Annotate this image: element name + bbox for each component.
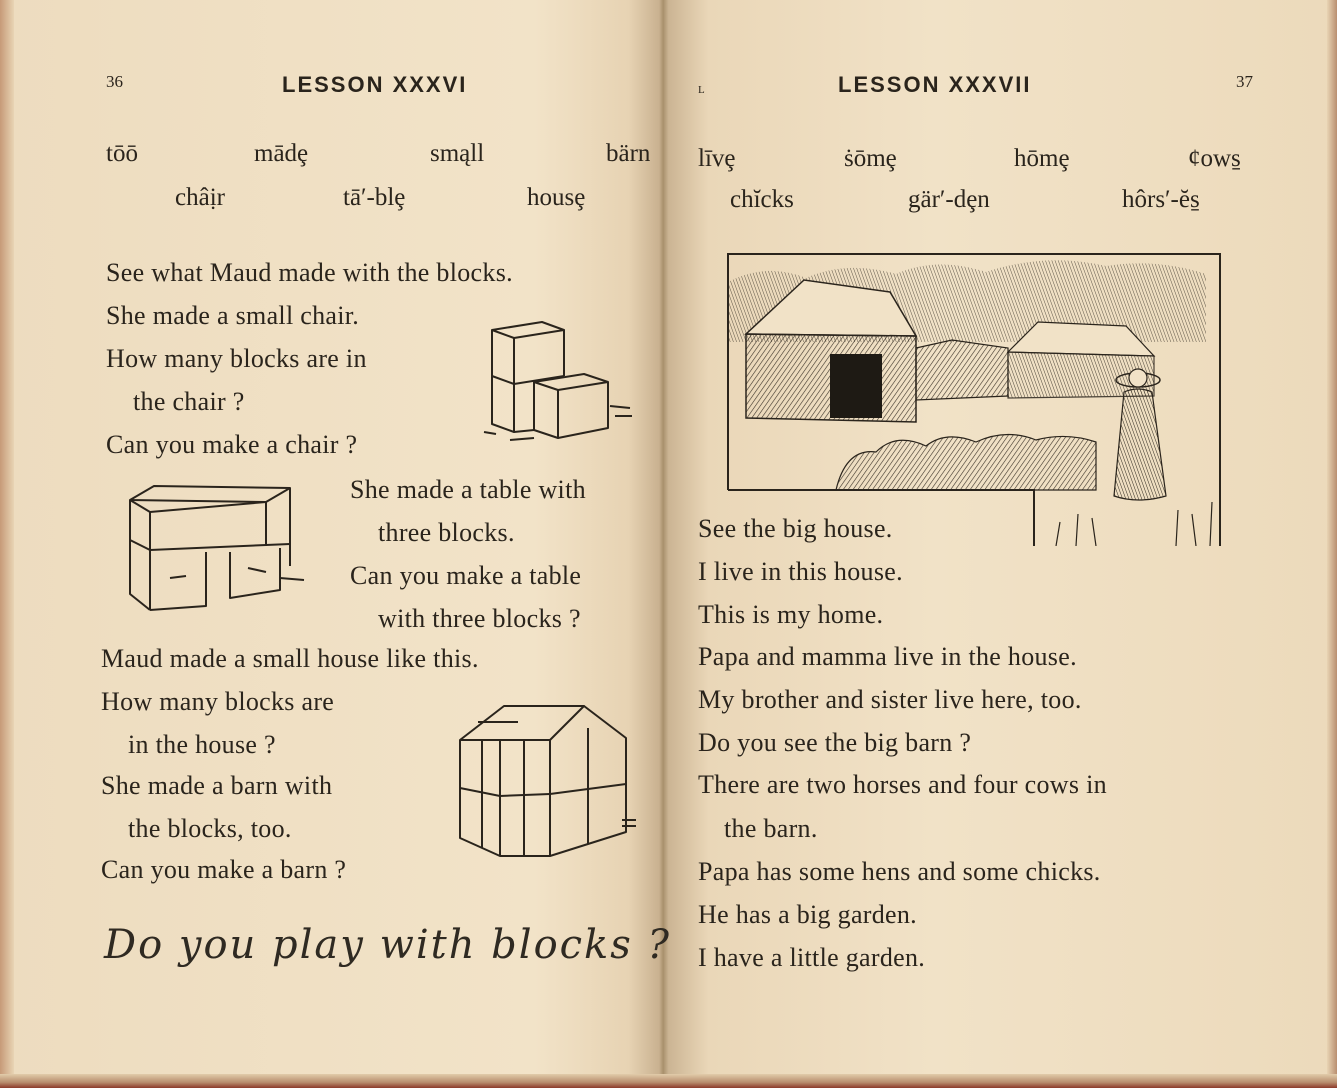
page-number: 36 xyxy=(106,72,123,91)
block-house-drawing xyxy=(452,702,642,862)
text-line: Maud made a small house like this. xyxy=(101,644,479,673)
text-line: Papa has some hens and some chicks. xyxy=(698,857,1101,886)
text-line: Do you see the big barn ? xyxy=(698,728,972,757)
block-table-drawing xyxy=(120,482,310,618)
text-line: My brother and sister live here, too. xyxy=(698,685,1082,714)
text-line: with three blocks ? xyxy=(378,604,581,633)
text-line: She made a barn with xyxy=(101,771,333,800)
text-line: He has a big garden. xyxy=(698,900,917,929)
text-line: See the big house. xyxy=(698,514,893,543)
farmhouse-illustration xyxy=(726,252,1222,546)
text-line: How many blocks are in xyxy=(106,344,367,373)
text-line: See what Maud made with the blocks. xyxy=(106,258,513,287)
vocab-word: smąll xyxy=(430,140,485,167)
vocab-word: gär′-dȩn xyxy=(908,186,990,213)
text-line: three blocks. xyxy=(378,518,515,547)
vocab-word: chĭcks xyxy=(730,186,794,213)
vocab-word: tā′-blȩ xyxy=(343,184,406,211)
text-line: She made a table with xyxy=(350,475,586,504)
block-chair-drawing xyxy=(480,316,640,452)
text-line: the chair ? xyxy=(133,387,245,416)
text-line: Papa and mamma live in the house. xyxy=(698,642,1077,671)
lesson-title: LESSON XXXVI xyxy=(282,72,468,97)
text-line: There are two horses and four cows in xyxy=(698,770,1107,799)
text-line: She made a small chair. xyxy=(106,301,360,330)
vocab-word: hôrs′-ĕs̱ xyxy=(1122,186,1200,213)
vocab-word: ȼows̱ xyxy=(1188,145,1241,172)
page-mark: L xyxy=(698,84,705,96)
text-line: How many blocks are xyxy=(101,687,335,716)
lesson-title: LESSON XXXVII xyxy=(838,72,1032,97)
text-line: in the house ? xyxy=(128,730,276,759)
text-line: Can you make a barn ? xyxy=(101,855,347,884)
vocab-word: châịr xyxy=(175,184,225,211)
handwritten-line: Do you play with blocks ? xyxy=(104,922,671,968)
text-line: This is my home. xyxy=(698,600,884,629)
text-line: Can you make a table xyxy=(350,561,582,590)
vocab-word: hōmȩ xyxy=(1014,145,1070,172)
vocab-word: bärn xyxy=(606,140,651,167)
page-number: 37 xyxy=(1236,72,1253,91)
text-line: I live in this house. xyxy=(698,557,903,586)
vocab-word: tōō xyxy=(106,140,138,167)
text-line: the barn. xyxy=(724,814,818,843)
vocab-word: mādȩ xyxy=(254,140,309,167)
text-line: Can you make a chair ? xyxy=(106,430,358,459)
vocab-word: ṡōmȩ xyxy=(844,145,897,172)
vocab-word: housȩ xyxy=(527,184,586,211)
vocab-word: līvȩ xyxy=(698,145,736,172)
text-line: I have a little garden. xyxy=(698,943,926,972)
text-line: the blocks, too. xyxy=(128,814,292,843)
